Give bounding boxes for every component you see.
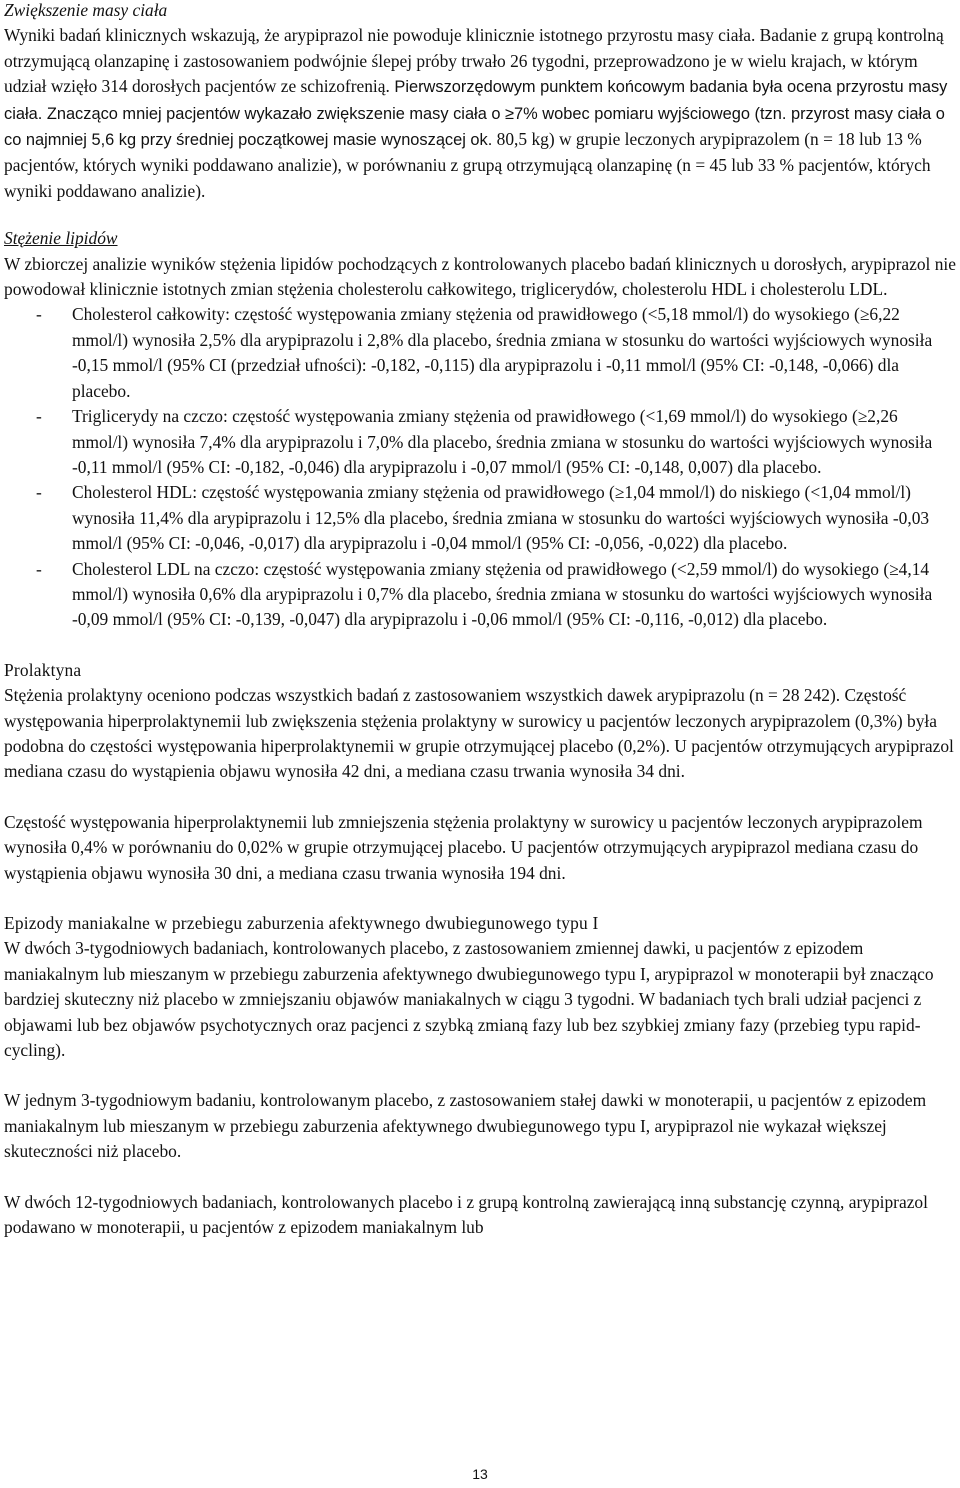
page-number: 13 — [472, 1466, 488, 1482]
lipids-list — [4, 302, 956, 632]
spacer — [4, 785, 956, 810]
mania-paragraph-2: W jednym 3-tygodniowym badaniu, kontrolowanym placebo, z zastosowaniem stałej dawki w monoterapii, u pacjentów z epizodem maniakalnym lub mieszanym w przebiegu zaburzenia afektywnego dwubiegunowego typu I, arypiprazol nie wykazał większej skuteczności niż placebo. — [4, 1090, 927, 1162]
spacer — [4, 886, 956, 911]
list-item — [4, 302, 956, 404]
list-item — [4, 557, 956, 633]
list-item — [4, 404, 956, 480]
section-heading-mania: Epizody maniakalne w przebiegu zaburzenia afektywnego dwubiegunowego typu I — [4, 913, 599, 933]
section-heading-lipids: Stężenie lipidów — [4, 228, 118, 249]
list-item-text: Cholesterol HDL: częstość występowania zmiany stężenia od prawidłowego (≥1,04 mmol/l) do niskiego (<1,04 mmol/l) wynosiła 11,4% dla arypiprazolu i 12,5% dla placebo, średnia zmiana w stosunku do wartości wyjściowych wynosiła -0,03 mmol/l (95% CI: -0,046, -0,017) dla arypiprazolu i -0,04 mmol/l (95% CI: -0,056, -0,022) dla placebo. — [72, 482, 930, 554]
lipids-intro-paragraph: W zbiorczej analizie wyników stężenia lipidów pochodzących z kontrolowanych placebo badań klinicznych u dorosłych, arypiprazol nie powodował klinicznie istotnych zmian stężenia cholesterolu całkowitego, triglicerydów, cholesterolu HDL i cholesterolu LDL. — [4, 253, 956, 300]
spacer — [4, 1165, 956, 1190]
section-heading-prolactin: Prolaktyna — [4, 659, 82, 680]
list-dash: - — [36, 406, 42, 427]
spacer — [4, 1063, 956, 1088]
list-item-text: Triglicerydy na czczo: częstość występowania zmiany stężenia od prawidłowego (<1,69 mmol/l) do wysokiego (≥2,26 mmol/l) wynosiła 7,4% dla arypiprazolu i 7,0% dla placebo, średnia zmiana w stosunku do wartości wyjściowych wynosiła -0,11 mmol/l (95% CI: -0,182, -0,046) dla arypiprazolu i -0,07 mmol/l (95% CI: -0,148, 0,007) dla placebo. — [72, 406, 933, 477]
weight-paragraph-part-2: Pierwszorzędowym punktem końcowym badania była ocena przyrostu masy ciała. Znacząco mniej pacjentów wykazało zwiększenie masy ciała o ≥7% wobec pomiaru wyjściowego (tzn. przyrost masy ciała o co najmniej 5,6 kg przy średniej początkowej masie wynoszącej ok. — [4, 78, 948, 150]
mania-paragraph-3: W dwóch 12-tygodniowych badaniach, kontrolowanych placebo i z grupą kontrolną zawierającą inną substancję czynną, arypiprazol podawano w monoterapii, u pacjentów z epizodem maniakalnym lub — [4, 1191, 928, 1238]
mania-paragraph-1: W dwóch 3-tygodniowych badaniach, kontrolowanych placebo, z zastosowaniem zmiennej dawki, u pacjentów z epizodem maniakalnym lub mieszanym w przebiegu zaburzenia afektywnego dwubiegunowego typu I, arypiprazol w monoterapii był znacząco bardziej skuteczny niż placebo w zmniejszaniu objawów maniakalnych w ciągu 3 tygodni. W badaniach tych brali udział pacjenci z objawami lub bez objawów psychotycznych oraz pacjenci z szybką zmianą fazy lub bez szybkiej zmiany fazy (przebieg typu rapid-cycling). — [4, 938, 934, 1061]
list-item-text: Cholesterol LDL na czczo: częstość występowania zmiany stężenia od prawidłowego (<2,59 mmol/l) do wysokiego (≥4,14 mmol/l) wynosiła 0,6% dla arypiprazolu i 0,7% dla placebo, średnia zmiana w stosunku do wartości wyjściowych wynosiła -0,09 mmol/l (95% CI: -0,139, -0,047) dla arypiprazolu i -0,06 mmol/l (95% CI: -0,116, -0,012) dla placebo. — [72, 558, 933, 630]
weight-paragraph — [4, 23, 956, 204]
list-dash: - — [36, 304, 42, 325]
spacer — [4, 204, 956, 226]
section-heading-weight: Zwiększenie masy ciała — [4, 0, 168, 20]
prolactin-paragraph-2: Częstość występowania hiperprolaktynemii lub zmniejszenia stężenia prolaktyny w surowicy u pacjentów leczonych arypiprazolem wynosiła 0,4% w porównaniu do 0,02% w grupie otrzymującej placebo. U pacjentów otrzymujących arypiprazol mediana czasu do wystąpienia objawu wynosiła 30 dni, a mediana czasu trwania wynosiła 194 dni. — [4, 811, 923, 883]
weight-paragraph-part-1: Wyniki badań klinicznych wskazują, że arypiprazol nie powoduje klinicznie istotnego przyrostu masy ciała. Badanie z grupą kontrolną otrzymującą olanzapinę i zastosowaniem podwójnie ślepej próby trwało 26 tygodni, przeprowadzono je w wielu krajach, w którym udział wzięło 314 dorosłych pacjentów ze schizofrenią. — [4, 25, 944, 97]
prolactin-paragraph-1: Stężenia prolaktyny oceniono podczas wszystkich badań z zastosowaniem wszystkich dawek arypiprazolu (n = 28 242). Częstość występowania hiperprolaktynemii lub zwiększenia stężenia prolaktyny w surowicy u pacjentów leczonych arypiprazolem (0,3%) była podobna do częstości występowania hiperprolaktynemii w grupie otrzymującej placebo (0,2%). U pacjentów otrzymujących arypiprazol mediana czasu do wystąpienia objawu wynosiła 42 dni, a mediana czasu trwania wynosiła 34 dni. — [4, 685, 954, 782]
document-page — [4, 0, 956, 1240]
list-dash: - — [36, 482, 42, 503]
list-dash: - — [36, 558, 42, 579]
spacer — [4, 633, 956, 658]
list-item-text: Cholesterol całkowity: częstość występowania zmiany stężenia od prawidłowego (<5,18 mmol/l) do wysokiego (≥6,22 mmol/l) wynosiła 2,5% dla arypiprazolu i 2,8% dla placebo, średnia zmiana w stosunku do wartości wyjściowych wynosiła -0,15 mmol/l (95% CI (przedział ufności): -0,182, -0,115) dla arypiprazolu i -0,11 mmol/l (95% CI: -0,148, -0,066) dla placebo. — [72, 304, 933, 401]
weight-paragraph-part-3: 80,5 kg) w grupie leczonych arypiprazolem (n = 18 lub 13 % pacjentów, których wyniki poddawano analizie), w porównaniu z grupą otrzymującą olanzapinę (n = 45 lub 33 % pacjentów, których wyniki poddawano analizie). — [4, 129, 931, 201]
list-item — [4, 480, 956, 556]
